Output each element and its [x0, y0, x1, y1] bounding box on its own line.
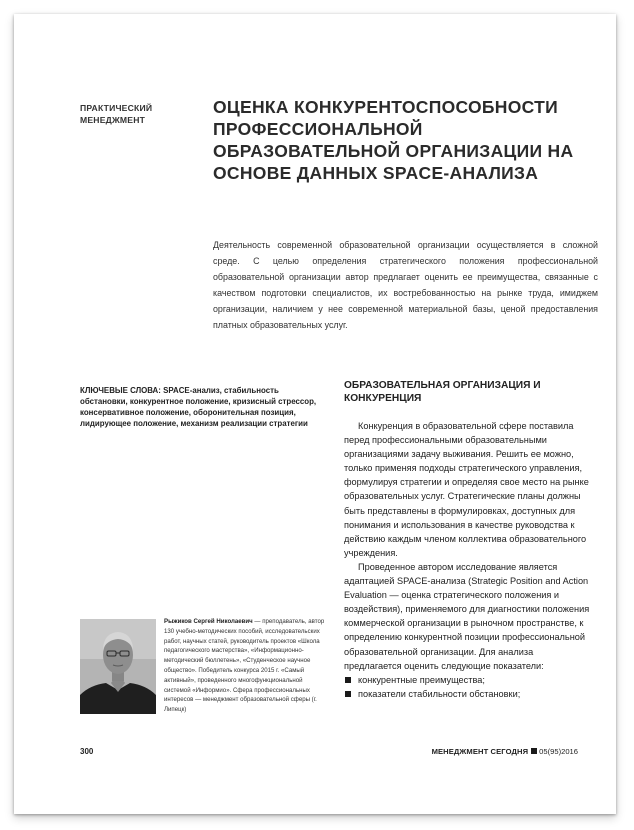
magazine-name: МЕНЕДЖМЕНТ СЕГОДНЯ [431, 747, 529, 756]
keywords-label: КЛЮЧЕВЫЕ СЛОВА: [80, 386, 161, 395]
indicator-list [344, 673, 590, 701]
body-paragraph-2: Проведенное автором исследование является адаптацией SPACE-анализа (Strategic Position and Action Evaluation — оценка стратегического положения и воздействия), применяемого для диагностики положения коммерческой организации в рыночном пространстве, к определению конкурентной позиции профессиональной образовательной организации. Для анализа предлагается оценить следующие показатели: [344, 561, 590, 671]
author-name: Рыжиков Сергей Николаевич [164, 618, 253, 625]
author-bio [164, 617, 329, 715]
article-title: ОЦЕНКА КОНКУРЕНТОСПОСОБНОСТИ ПРОФЕССИОНАЛЬНОЙ ОБРАЗОВАТЕЛЬНОЙ ОРГАНИЗАЦИИ НА ОСНОВЕ ДАННЫХ SPACE-АНАЛИЗА [213, 97, 574, 183]
author-photo [80, 619, 156, 714]
body-paragraph-1: Конкуренция в образовательной сфере поставила перед профессиональными образовательными организациями задачу выживания. Решить ее можно, только применяя подходы стратегического управления, формулируя стратегии и определяя свое место на рынке образовательных услуг. Стратегические планы должны быть представлены в формулировках, доступных для понимания и использования в качестве руководства к действию каждым членом коллектива образовательного учреждения. [344, 421, 589, 558]
article-abstract: Деятельность современной образовательной организации осуществляется в сложной среде. С целью определения стратегического положения профессиональной образовательной организации автор предлагает оценить ее преимущества, связанные с качеством подготовки специалистов, их востребованностью на рынке труда, имиджем организации, наличием у нее современной материальной базы, ценой предоставления платных образовательных услуг. [213, 240, 598, 330]
author-bio-text: — преподаватель, автор 130 учебно-методических пособий, исследовательских работ, научных статей, руководитель проектов «Школа педагогического мастерства», «Информационно-методический бюллетень», «Студенческое научное общество». Победитель конкурса 2015 г. «Самый активный», проведенного многофункциональной системой «Информио». Сфера профессиональных интересов — менеджмент образовательной сферы (г. Липецк) [164, 618, 325, 714]
square-bullet-icon [345, 691, 351, 697]
list-item: показатели стабильности обстановки; [344, 687, 590, 701]
keywords-block [80, 385, 326, 429]
body-column [344, 379, 590, 701]
journal-footer [432, 747, 578, 756]
list-item: конкурентные преимущества; [344, 673, 590, 687]
section-label: ПРАКТИЧЕСКИЙ МЕНЕДЖМЕНТ [80, 103, 153, 125]
square-bullet-icon [345, 677, 351, 683]
keywords-text: SPACE-анализ, стабильность обстановки, конкурентное положение, кризисный стрессор, консервативное положение, оборонительная позиция, лидирующее положение, механизм реализации стратегии [80, 386, 317, 428]
issue-number: 05(95)2016 [539, 747, 578, 756]
journal-page [14, 14, 616, 814]
square-separator-icon [531, 748, 537, 754]
section-heading: ОБРАЗОВАТЕЛЬНАЯ ОРГАНИЗАЦИЯ И КОНКУРЕНЦИЯ [344, 380, 541, 404]
author-portrait-icon [80, 619, 156, 714]
page-number: 300 [80, 747, 94, 756]
